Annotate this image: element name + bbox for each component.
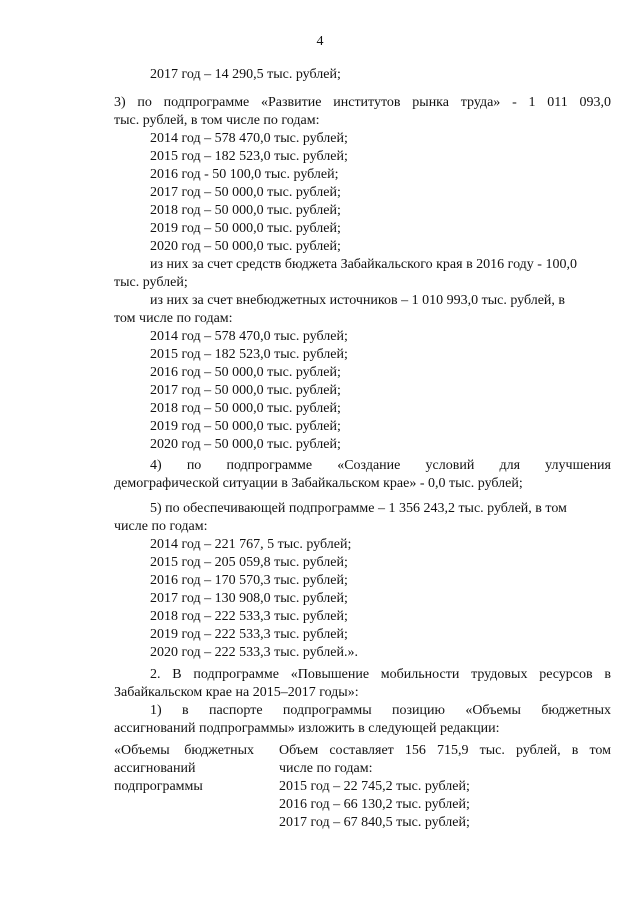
list-item: 2017 год – 50 000,0 тыс. рублей; (150, 383, 341, 398)
table-value-line: числе по годам: (279, 761, 373, 776)
list-item: 2020 год – 222 533,3 тыс. рублей.». (150, 645, 358, 660)
subprogram-4-line1: 4) по подпрограмме «Создание условий для улучшения (150, 458, 611, 473)
list-item: 2018 год – 50 000,0 тыс. рублей; (150, 203, 341, 218)
list-item: 2018 год – 50 000,0 тыс. рублей; (150, 401, 341, 416)
year-2017-previous: 2017 год – 14 290,5 тыс. рублей; (150, 67, 341, 82)
list-item: 2019 год – 222 533,3 тыс. рублей; (150, 627, 348, 642)
list-item: 2015 год – 182 523,0 тыс. рублей; (150, 149, 348, 164)
list-item: 2014 год – 221 767, 5 тыс. рублей; (150, 537, 352, 552)
table-label-line: ассигнований (114, 761, 196, 776)
paragraph-2-line2: Забайкальском крае на 2015–2017 годы»: (114, 685, 359, 700)
list-item: 2014 год – 578 470,0 тыс. рублей; (150, 131, 348, 146)
table-right-column (279, 742, 611, 832)
subprogram-3-line1: 3) по подпрограмме «Развитие институтов рынка труда» - 1 011 093,0 (114, 95, 611, 110)
subprogram-4-line2: демографической ситуации в Забайкальском крае» - 0,0 тыс. рублей; (114, 476, 523, 491)
list-item: 2017 год – 130 908,0 тыс. рублей; (150, 591, 348, 606)
list-item: 2016 год - 50 100,0 тыс. рублей; (150, 167, 339, 182)
list-item: 2019 год – 50 000,0 тыс. рублей; (150, 221, 341, 236)
list-item: 2014 год – 578 470,0 тыс. рублей; (150, 329, 348, 344)
subprogram-5-line1: 5) по обеспечивающей подпрограмме – 1 356 243,2 тыс. рублей, в том (150, 501, 567, 516)
paragraph-2-line1: 2. В подпрограмме «Повышение мобильности трудовых ресурсов в (150, 667, 611, 682)
extra-budget-line2: том числе по годам: (114, 311, 233, 326)
table-value-line: 2017 год – 67 840,5 тыс. рублей; (279, 815, 470, 830)
list-item: 2019 год – 50 000,0 тыс. рублей; (150, 419, 341, 434)
table-label-line: подпрограммы (114, 779, 203, 794)
list-item: 2018 год – 222 533,3 тыс. рублей; (150, 609, 348, 624)
paragraph-2-1-line1: 1) в паспорте подпрограммы позицию «Объемы бюджетных (150, 703, 611, 718)
extra-budget-line1: из них за счет внебюджетных источников – 1 010 993,0 тыс. рублей, в (150, 293, 566, 308)
list-item: 2020 год – 50 000,0 тыс. рублей; (150, 437, 341, 452)
list-item: 2016 год – 50 000,0 тыс. рублей; (150, 365, 341, 380)
list-item: 2015 год – 205 059,8 тыс. рублей; (150, 555, 348, 570)
subprogram-5-line2: числе по годам: (114, 519, 208, 534)
list-item: 2015 год – 182 523,0 тыс. рублей; (150, 347, 348, 362)
table-value-line: 2016 год – 66 130,2 тыс. рублей; (279, 797, 470, 812)
table-label-line: «Объемы бюджетных (114, 743, 254, 758)
list-item: 2020 год – 50 000,0 тыс. рублей; (150, 239, 341, 254)
budget-source-line2: тыс. рублей; (114, 275, 188, 290)
subprogram-3-line2: тыс. рублей, в том числе по годам: (114, 113, 320, 128)
paragraph-2-1-line2: ассигнований подпрограммы» изложить в следующей редакции: (114, 721, 500, 736)
list-item: 2017 год – 50 000,0 тыс. рублей; (150, 185, 341, 200)
page-number: 4 (316, 34, 324, 49)
list-item: 2016 год – 170 570,3 тыс. рублей; (150, 573, 348, 588)
table-value-line: 2015 год – 22 745,2 тыс. рублей; (279, 779, 470, 794)
table-left-column (114, 742, 254, 796)
budget-source-line1: из них за счет средств бюджета Забайкальского края в 2016 году - 100,0 (150, 257, 577, 272)
table-value-line: Объем составляет 156 715,9 тыс. рублей, в том (279, 743, 611, 758)
